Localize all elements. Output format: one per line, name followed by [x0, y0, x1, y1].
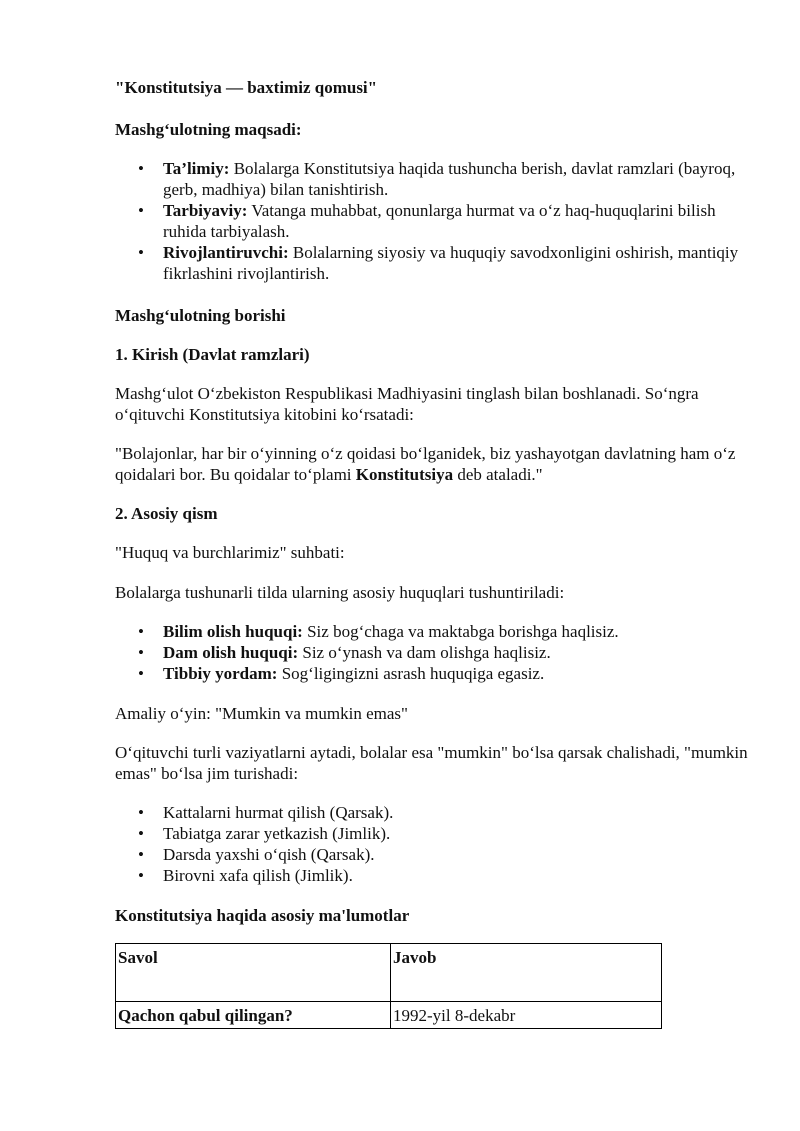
right-item	[163, 621, 755, 642]
quote-text-end: deb ataladi."	[453, 465, 543, 484]
document-body	[115, 77, 755, 1029]
facts-table	[115, 943, 662, 1029]
right-item	[163, 663, 755, 684]
situation-item: • Darsda yaxshi o‘qish (Qarsak).	[163, 844, 755, 865]
rights-list	[115, 621, 755, 684]
facts-heading: Konstitutsiya haqida asosiy ma'lumotlar	[115, 906, 410, 925]
right-text: Siz o‘ynash va dam olishga haqlisiz.	[298, 643, 551, 662]
goal-item	[163, 242, 755, 284]
table-header-cell: Javob	[391, 944, 662, 1002]
table-cell-answer: 1992-yil 8-dekabr	[391, 1002, 662, 1029]
right-text: Sog‘ligingizni asrash huquqiga egasiz.	[277, 664, 545, 683]
right-label: Bilim olish huquqi:	[163, 622, 303, 641]
right-label: Dam olish huquqi:	[163, 643, 299, 662]
goal-text: Vatanga muhabbat, qonunlarga hurmat va o‘z haq-huquqlarini bilish ruhida tarbiyalash.	[163, 201, 716, 241]
goal-label: Tarbiyaviy:	[163, 201, 248, 220]
quote-bold-term: Konstitutsiya	[355, 465, 454, 484]
goal-label: Rivojlantiruvchi:	[163, 243, 289, 262]
situations-list	[115, 802, 755, 886]
situation-item: • Kattalarni hurmat qilish (Qarsak).	[163, 802, 755, 823]
right-label: Tibbiy yordam:	[163, 664, 278, 683]
goal-label: Ta’limiy:	[163, 159, 230, 178]
section1-heading: 1. Kirish (Davlat ramzlari)	[115, 345, 310, 364]
goal-text: Bolalarga Konstitutsiya haqida tushuncha berish, davlat ramzlari (bayroq, gerb, madhiya) bilan tanishtirish.	[163, 159, 736, 199]
right-text: Siz bog‘chaga va maktabga borishga haqlisiz.	[302, 622, 619, 641]
table-cell-question: Qachon qabul qilingan?	[116, 1002, 391, 1029]
section1-paragraph: Mashg‘ulot O‘zbekiston Respublikasi Madhiyasini tinglash bilan boshlanadi. So‘ngra o‘qituvchi Konstitutsiya kitobini ko‘rsatadi:	[115, 384, 699, 424]
section2-heading: 2. Asosiy qism	[115, 504, 218, 523]
talk-intro: Bolalarga tushunarli tilda ularning asosiy huquqlari tushuntiriladi:	[115, 583, 565, 602]
progress-heading: Mashg‘ulotning borishi	[115, 306, 286, 325]
document-title: "Konstitutsiya — baxtimiz qomusi"	[115, 78, 378, 97]
situation-item: • Birovni xafa qilish (Jimlik).	[163, 865, 755, 886]
quote-text-start: "Bolajonlar, har bir o‘yinning o‘z qoidasi bo‘lganidek, biz yashayotgan davlatning ham o‘z qoidalari bor. Bu qoidalar to‘plami	[115, 444, 736, 484]
game-intro: O‘qituvchi turli vaziyatlarni aytadi, bolalar esa "mumkin" bo‘lsa qarsak chalishadi, "mumkin emas" bo‘lsa jim turishadi:	[115, 743, 748, 783]
table-header-row	[116, 944, 662, 1002]
talk-title: "Huquq va burchlarimiz" suhbati:	[115, 543, 345, 562]
section1-quote	[115, 443, 755, 485]
goal-item	[163, 158, 755, 200]
goal-text: Bolalarning siyosiy va huquqiy savodxonligini oshirish, mantiqiy fikrlashini rivojlantirish.	[163, 243, 739, 283]
goals-list	[115, 158, 755, 284]
situation-item: • Tabiatga zarar yetkazish (Jimlik).	[163, 823, 755, 844]
table-row	[116, 1002, 662, 1029]
goal-item	[163, 200, 755, 242]
table-header-cell: Savol	[116, 944, 391, 1002]
goals-heading: Mashg‘ulotning maqsadi:	[115, 120, 302, 139]
right-item	[163, 642, 755, 663]
game-title: Amaliy o‘yin: "Mumkin va mumkin emas"	[115, 704, 408, 723]
